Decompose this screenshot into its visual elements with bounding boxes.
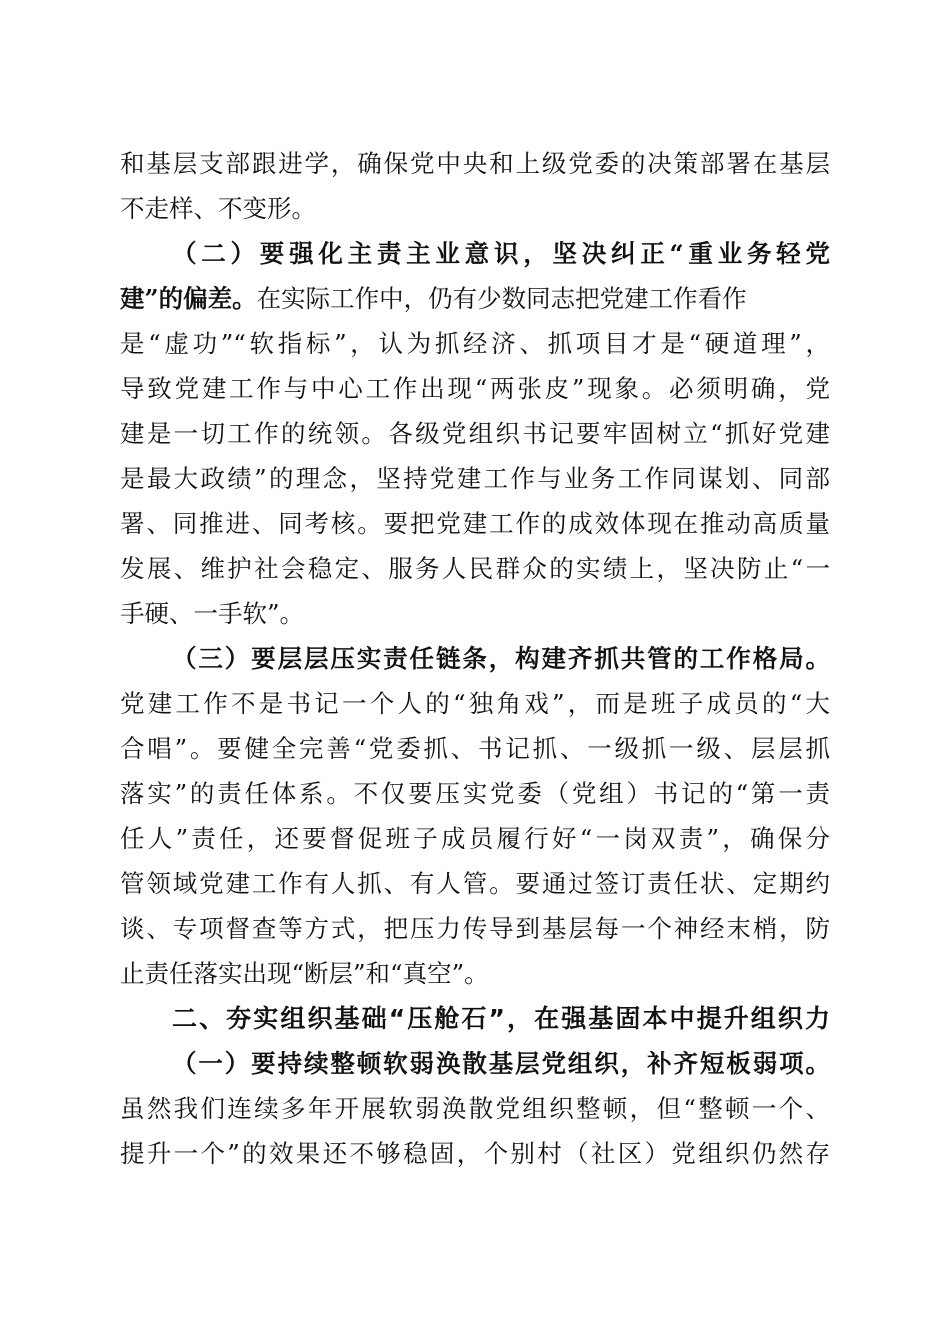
body-line: 和基层支部跟进学，确保党中央和上级党委的决策部署在基层 xyxy=(120,149,830,178)
body-line: 落实”的责任体系。不仅要压实党委（党组）书记的“第一责 xyxy=(120,779,830,808)
body-line: 虽然我们连续多年开展软弱涣散党组织整顿，但“整顿一个、 xyxy=(120,1094,830,1123)
body-line xyxy=(120,277,830,321)
body-text: 在实际工作中，仍有少数同志把党建工作看作 xyxy=(256,284,747,313)
body-line: 合唱”。要健全完善“党委抓、书记抓、一级抓一级、层层抓 xyxy=(120,734,830,763)
body-line: 任人”责任，还要督促班子成员履行好“一岗双责”，确保分 xyxy=(120,824,830,853)
body-line: 是最大政绩”的理念，坚持党建工作与业务工作同谋划、同部 xyxy=(120,464,830,493)
body-line: 署、同推进、同考核。要把党建工作的成效体现在推动高质量 xyxy=(120,509,830,538)
section-lead: （三）要层层压实责任链条，构建齐抓共管的工作格局。 xyxy=(172,644,830,673)
body-line: 建是一切工作的统领。各级党组织书记要牢固树立“抓好党建 xyxy=(120,419,830,448)
body-line: 手硬、一手软”。 xyxy=(120,599,305,628)
section-lead-tail: 建”的偏差。 xyxy=(120,284,257,313)
section-lead: （一）要持续整顿软弱涣散基层党组织，补齐短板弱项。 xyxy=(172,1049,830,1078)
body-line: 是“虚功”“软指标”，认为抓经济、抓项目才是“硬道理”， xyxy=(120,329,830,358)
body-line: 党建工作不是书记一个人的“独角戏”，而是班子成员的“大 xyxy=(120,689,830,718)
body-line: 谈、专项督查等方式，把压力传导到基层每一个神经末梢，防 xyxy=(120,914,830,943)
body-line: 导致党建工作与中心工作出现“两张皮”现象。必须明确，党 xyxy=(120,374,830,403)
body-line: 发展、维护社会稳定、服务人民群众的实绩上，坚决防止“一 xyxy=(120,554,830,583)
section-lead: （二）要强化主责主业意识，坚决纠正“重业务轻党 xyxy=(172,239,830,268)
body-line: 管领域党建工作有人抓、有人管。要通过签订责任状、定期约 xyxy=(120,869,830,898)
body-line: 不走样、不变形。 xyxy=(120,194,316,223)
section-heading: 二、夯实组织基础“压舱石”，在强基固本中提升组织力 xyxy=(172,1004,830,1033)
body-line: 提升一个”的效果还不够稳固，个别村（社区）党组织仍然存 xyxy=(120,1139,830,1168)
body-line: 止责任落实出现“断层”和“真空”。 xyxy=(120,959,489,988)
